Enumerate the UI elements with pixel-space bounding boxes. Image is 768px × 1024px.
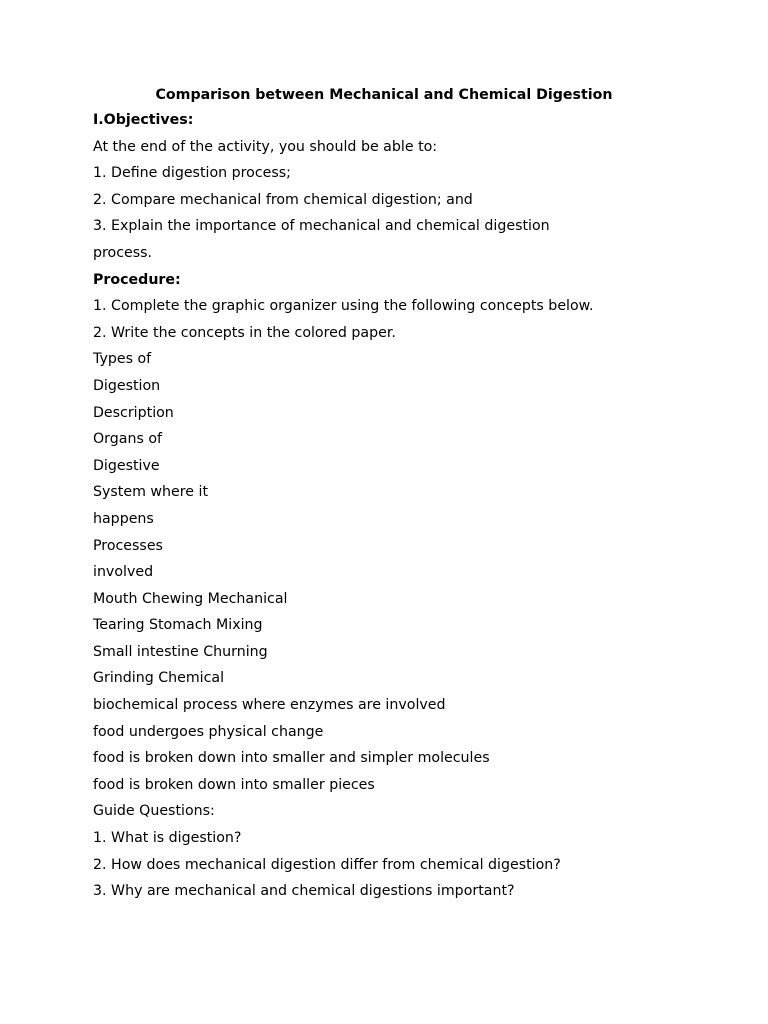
- text-line: 1. What is digestion?: [93, 830, 242, 847]
- text-line: 1. Define digestion process;: [93, 165, 291, 182]
- document-body: [93, 110, 733, 908]
- text-line: food is broken down into smaller pieces: [93, 776, 375, 793]
- text-line: 3. Explain the importance of mechanical and chemical digestion: [93, 218, 550, 235]
- text-line: Grinding Chemical: [93, 670, 225, 687]
- text-line: Mouth Chewing Mechanical: [93, 590, 288, 607]
- text-line: 2. Write the concepts in the colored paper.: [93, 324, 396, 341]
- text-line: At the end of the activity, you should be able to:: [93, 138, 438, 155]
- text-line: Description: [93, 404, 174, 421]
- text-line: 1. Complete the graphic organizer using the following concepts below.: [93, 298, 594, 315]
- text-line: process.: [93, 244, 153, 261]
- text-line: Digestion: [93, 377, 161, 394]
- text-line: happens: [93, 510, 154, 527]
- section-heading: Procedure:: [93, 271, 181, 288]
- text-line: Tearing Stomach Mixing: [93, 617, 263, 634]
- text-line: Processes: [93, 537, 163, 554]
- text-line: 3. Why are mechanical and chemical digestions important?: [93, 883, 515, 900]
- text-line: Guide Questions:: [93, 803, 215, 820]
- section-heading: I.Objectives:: [93, 112, 194, 128]
- text-line: Small intestine Churning: [93, 643, 268, 660]
- text-line: System where it: [93, 484, 209, 501]
- text-line: Digestive: [93, 457, 160, 474]
- text-line: food undergoes physical change: [93, 723, 324, 740]
- text-line: Organs of: [93, 431, 163, 448]
- text-line: food is broken down into smaller and simpler molecules: [93, 750, 490, 767]
- text-line: biochemical process where enzymes are involved: [93, 697, 446, 714]
- text-line: Types of: [93, 351, 152, 368]
- text-line: involved: [93, 564, 154, 581]
- document-title: Comparison between Mechanical and Chemical Digestion: [155, 87, 613, 103]
- text-line: 2. Compare mechanical from chemical digestion; and: [93, 191, 473, 208]
- text-line: 2. How does mechanical digestion differ from chemical digestion?: [93, 856, 561, 873]
